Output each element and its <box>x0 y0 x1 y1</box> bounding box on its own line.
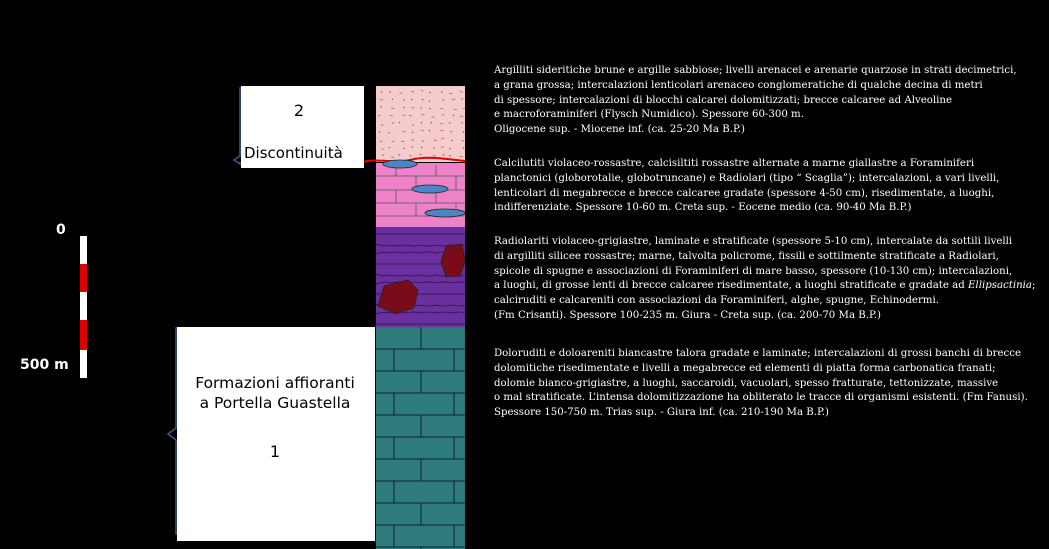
description-line: Argilliti sideritiche brune e argille sabbiose; livelli arenacei e arenarie quarzose in strati decimetrici, <box>494 65 1017 76</box>
description-line: Radiolariti violaceo-grigiastre, laminate e stratificate (spessore 5-10 cm), intercalate da sottili livelli <box>494 236 1013 247</box>
description-line: (Fm Crisanti). Spessore 100-235 m. Giura - Creta sup. (ca. 200-70 Ma B.P.) <box>494 309 881 321</box>
sediment-dot <box>412 132 413 133</box>
sediment-dot <box>431 122 432 123</box>
sediment-dot <box>451 140 452 141</box>
description-line: Oligocene sup. - Miocene inf. (ca. 25-20 Ma B.P.) <box>494 124 745 136</box>
description-line: Doloruditi e doloareniti biancastre talora gradate e laminate; intercalazioni di grossi banchi di brecce <box>494 348 1021 359</box>
scale-segment <box>80 264 87 292</box>
sediment-dot <box>422 99 423 100</box>
outcrop-title-line1: Formazioni affioranti <box>195 374 355 392</box>
outcrop-title-line2: a Portella Guastella <box>199 394 351 412</box>
discontinuity-label: Discontinuità <box>244 144 343 162</box>
sediment-dot <box>403 99 404 100</box>
sediment-dot <box>382 154 383 155</box>
sediment-dot <box>429 130 430 131</box>
description-line: planctonici (globorotalie, globotruncane) e Radiolari (tipo “ Scaglia”); intercalazioni, a vari livelli, <box>494 172 1000 184</box>
sediment-dot <box>412 124 413 125</box>
description-line: Calcilutiti violaceo-rossastre, calcisiltiti rossastre alternate a marne giallastre a Foraminiferi <box>494 158 975 169</box>
sediment-dot <box>421 107 422 108</box>
description-line: indifferenziate. Spessore 10-60 m. Creta sup. - Eocene medio (ca. 90-40 Ma B.P.) <box>494 202 912 214</box>
breccia-lens <box>383 160 417 168</box>
sediment-dot <box>421 147 422 148</box>
sediment-dot <box>450 131 451 132</box>
sediment-dot <box>399 122 400 123</box>
sediment-dot <box>449 122 450 123</box>
sediment-dot <box>429 101 430 102</box>
sediment-dot <box>463 131 464 132</box>
description-line: di spessore; intercalazioni di blocchi calcarei dolomitizzati; brecce calcaree ad Alveoline <box>494 94 953 106</box>
sediment-dot <box>390 91 391 92</box>
description-unit-crisanti <box>494 235 1046 324</box>
scale-bar <box>80 236 87 378</box>
unit-2-argilliti <box>376 86 466 162</box>
unit-crisanti <box>376 227 466 327</box>
unit-scaglia <box>376 160 465 227</box>
description-line: calciruditi e calcareniti con associazioni da Foraminiferi, alghe, spugne, Echinodermi. <box>494 295 939 307</box>
sediment-dot <box>449 148 450 149</box>
sediment-dot <box>443 154 444 155</box>
sediment-dot <box>392 122 393 123</box>
description-line: a luoghi, di grosse lenti di brecce calcaree risedimentate, a luoghi stratificate e gradate ad Ellipsactinia; <box>494 280 1036 292</box>
unit-1-dolomie <box>376 327 465 549</box>
description-line: e macroforaminiferi (Flysch Numidico). Spessore 60-300 m. <box>494 109 804 121</box>
description-line: dolomitiche risedimentate e livelli a megabrecce ed elementi di piatta forma carbonatica franati; <box>494 362 996 374</box>
sediment-dot <box>463 148 464 149</box>
sediment-dot <box>421 122 422 123</box>
description-unit-2 <box>494 64 1046 138</box>
breccia-lens <box>412 185 448 193</box>
sediment-dot <box>429 108 430 109</box>
scale-label-top: 0 <box>56 222 66 238</box>
description-line: Spessore 150-750 m. Trias sup. - Giura inf. (ca. 210-190 Ma B.P.) <box>494 407 830 419</box>
sediment-dot <box>453 115 454 116</box>
description-line: dolomie bianco-grigiastre, a luoghi, saccaroidi, vacuolari, spesso fratturate, tettonizzate, massive <box>494 377 999 389</box>
scale-segment <box>80 236 87 264</box>
sediment-dot <box>378 115 379 116</box>
sediment-dot <box>392 99 393 100</box>
lower-label-box <box>177 327 375 541</box>
sediment-dot <box>381 106 382 107</box>
sediment-dot <box>422 90 423 91</box>
sediment-dot <box>429 92 430 93</box>
unit-number-2: 2 <box>293 101 305 120</box>
sediment-dot <box>412 146 413 147</box>
breccia-lens <box>425 209 465 217</box>
scale-segment <box>80 350 87 378</box>
sediment-dot <box>443 99 444 100</box>
sediment-dot <box>420 154 421 155</box>
sediment-dot <box>461 122 462 123</box>
sediment-dot <box>462 98 463 99</box>
sediment-dot <box>441 91 442 92</box>
description-unit-scaglia <box>494 157 1046 216</box>
description-line: di argilliti silicee rossastre; marne, talvolta policrome, fissili e sottilmente stratificate a Radiolari, <box>494 250 999 262</box>
sediment-dot <box>382 124 383 125</box>
sediment-dot <box>449 155 450 156</box>
sediment-dot <box>381 91 382 92</box>
description-line: o mal stratificate. L’intensa dolomitizzazione ha obliterato le tracce di organismi esistenti. (Fm Fanusi). <box>494 392 1028 404</box>
sediment-dot <box>462 140 463 141</box>
description-line: a grana grossa; intercalazioni lenticolari arenaceo conglomeratiche di qualche decina di metri <box>494 79 983 91</box>
description-line: lenticolari di megabrecce e brecce calcaree gradate (spessore 4-50 cm), risedimentate, a luoghi, <box>494 187 995 199</box>
sediment-dot <box>422 141 423 142</box>
upper-label-box <box>241 86 364 168</box>
sediment-dot <box>379 131 380 132</box>
unit-number-1: 1 <box>269 442 281 461</box>
scale-segment <box>80 320 87 350</box>
sediment-dot <box>410 155 411 156</box>
sediment-dot <box>399 154 400 155</box>
outcrop-title <box>177 373 373 413</box>
sediment-dot <box>389 147 390 148</box>
sediment-dot <box>403 148 404 149</box>
scale-label-bottom: 500 m <box>20 357 69 373</box>
scale-segment <box>80 292 87 320</box>
description-unit-1 <box>494 347 1046 421</box>
sediment-dot <box>403 107 404 108</box>
description-line: spicole di spugne e associazioni di Foraminiferi di mare basso, spessore (10-130 cm); intercalazioni, <box>494 265 1013 277</box>
sediment-dot <box>388 132 389 133</box>
sediment-dot <box>411 99 412 100</box>
taxon-name: Ellipsactinia <box>968 280 1032 292</box>
sediment-dot <box>433 147 434 148</box>
